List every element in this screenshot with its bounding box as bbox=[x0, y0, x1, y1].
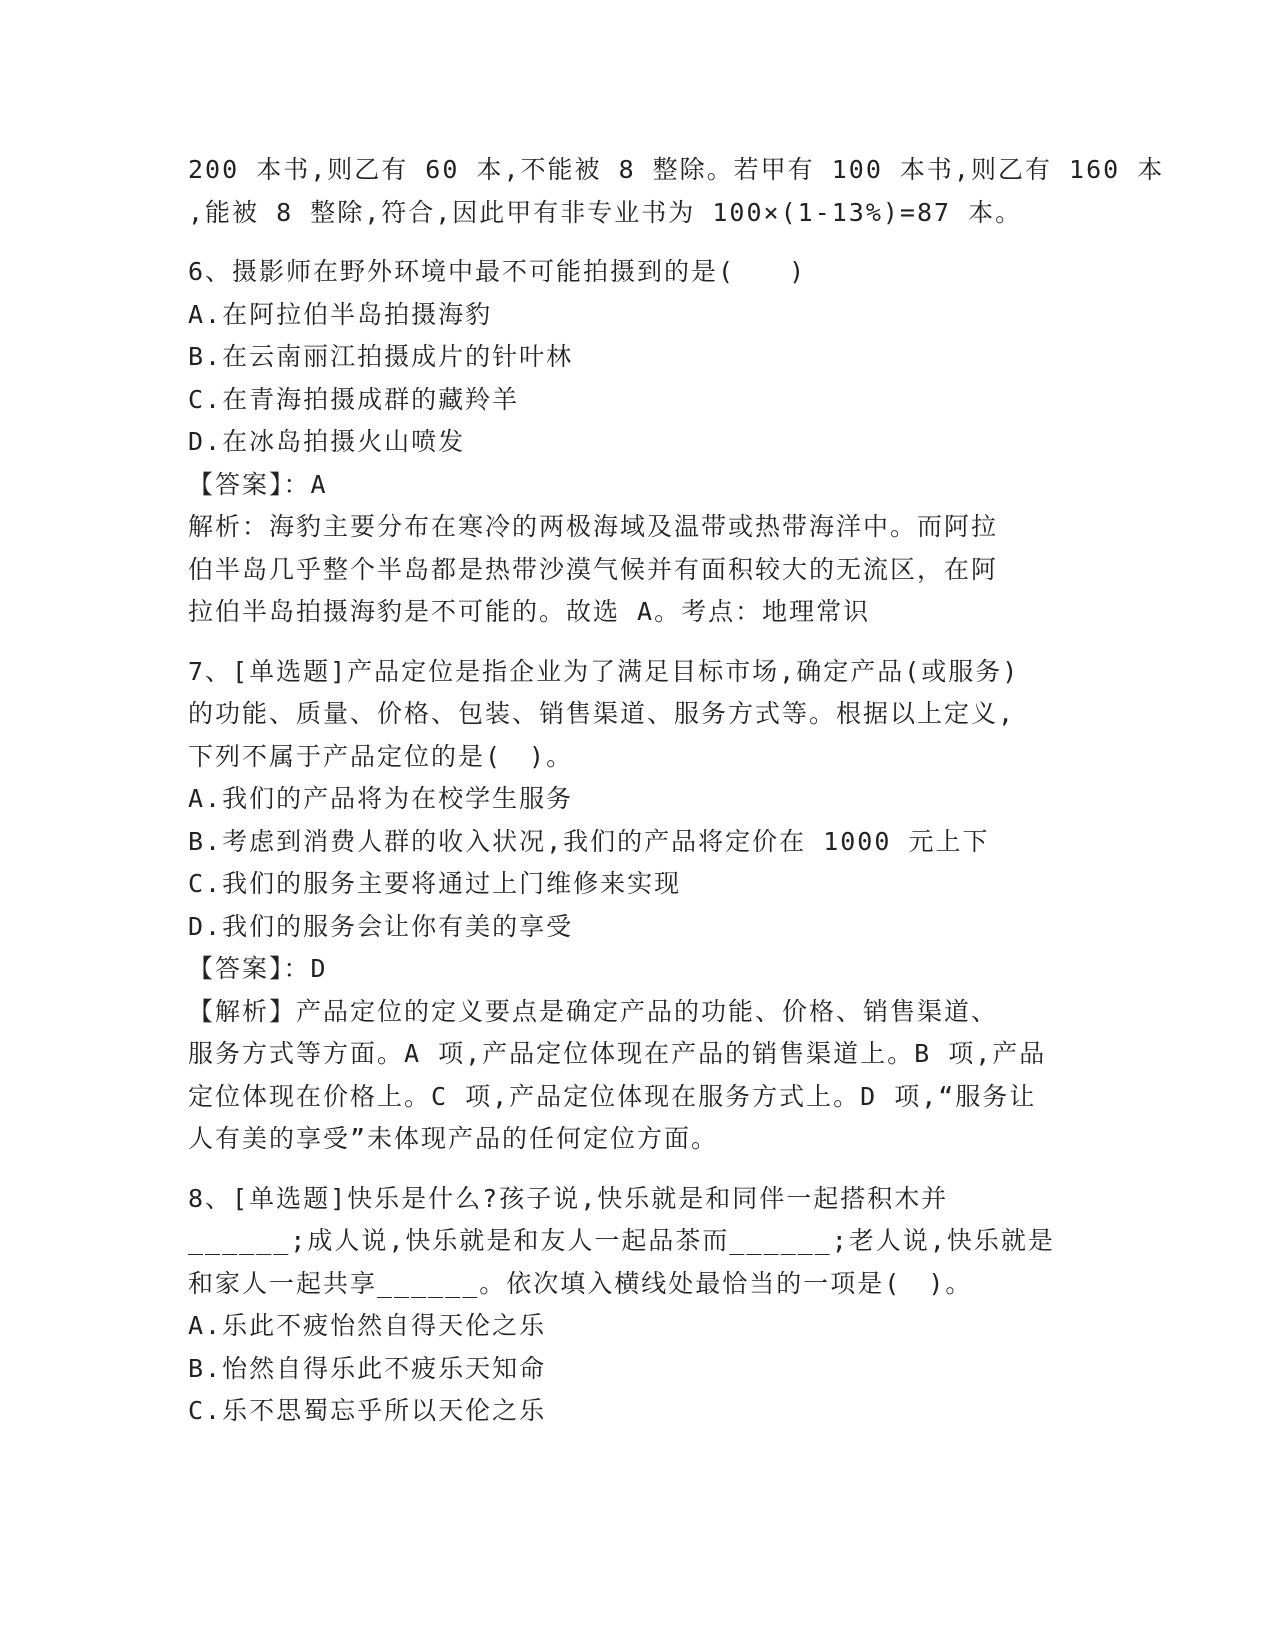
analysis-line: 拉伯半岛拍摄海豹是不可能的。故选 A。考点：地理常识 bbox=[188, 597, 871, 626]
paragraph-gap bbox=[188, 634, 1088, 651]
option-a: A.在阿拉伯半岛拍摄海豹 bbox=[188, 299, 493, 329]
option-a: A.乐此不疲怡然自得天伦之乐 bbox=[188, 1311, 547, 1340]
paragraph-gap bbox=[188, 234, 1088, 251]
answer-line: 【答案】：D bbox=[188, 954, 328, 983]
option-d: D.我们的服务会让你有美的享受 bbox=[188, 911, 574, 941]
question-text: 下列不属于产品定位的是( )。 bbox=[188, 741, 574, 771]
text-line: 200 本书,则乙有 60 本,不能被 8 整除。若甲有 100 本书,则乙有 160 本 bbox=[188, 155, 1165, 184]
option-c: C.乐不思蜀忘乎所以天伦之乐 bbox=[188, 1396, 547, 1425]
option-b: B.在云南丽江拍摄成片的针叶林 bbox=[188, 342, 574, 371]
option-a: A.我们的产品将为在校学生服务 bbox=[188, 784, 574, 813]
question-text: 6、摄影师在野外环境中最不可能拍摄到的是( ) bbox=[188, 257, 807, 286]
analysis-line: 定位体现在价格上。C 项,产品定位体现在服务方式上。D 项,“服务让 bbox=[188, 1081, 1037, 1111]
previous-analysis-continuation bbox=[188, 149, 1165, 234]
question-8 bbox=[188, 1178, 1088, 1433]
analysis-line: 伯半岛几乎整个半岛都是热带沙漠气候并有面积较大的无流区，在阿 bbox=[188, 554, 999, 584]
answer-line: 【答案】：A bbox=[188, 469, 328, 499]
text-line: ,能被 8 整除,符合,因此甲有非专业书为 100×(1-13%)=87 本。 bbox=[188, 197, 1023, 227]
question-text: 8、[单选题]快乐是什么?孩子说,快乐就是和同伴一起搭积木并 bbox=[188, 1183, 949, 1213]
option-c: C.在青海拍摄成群的藏羚羊 bbox=[188, 384, 520, 414]
question-text: 的功能、质量、价格、包装、销售渠道、服务方式等。根据以上定义, bbox=[188, 699, 1016, 728]
analysis-line: 服务方式等方面。A 项,产品定位体现在产品的销售渠道上。B 项,产品 bbox=[188, 1039, 1047, 1068]
option-c: C.我们的服务主要将通过上门维修来实现 bbox=[188, 869, 682, 898]
question-6 bbox=[188, 251, 1088, 634]
analysis-line: 【解析】产品定位的定义要点是确定产品的功能、价格、销售渠道、 bbox=[188, 996, 999, 1026]
option-b: B.怡然自得乐此不疲乐天知命 bbox=[188, 1353, 547, 1383]
question-text: 和家人一起共享______。依次填入横线处最恰当的一项是( )。 bbox=[188, 1268, 973, 1298]
question-text: ______;成人说,快乐就是和友人一起品茶而______;老人说,快乐就是 bbox=[188, 1226, 1055, 1255]
question-text: 7、[单选题]产品定位是指企业为了满足目标市场,确定产品(或服务) bbox=[188, 656, 1020, 686]
option-b: B.考虑到消费人群的收入状况,我们的产品将定价在 1000 元上下 bbox=[188, 826, 990, 856]
question-7 bbox=[188, 651, 1088, 1161]
option-d: D.在冰岛拍摄火山喷发 bbox=[188, 427, 466, 456]
document-content bbox=[188, 149, 1165, 1433]
paragraph-gap bbox=[188, 1161, 1088, 1178]
analysis-line: 人有美的享受”未体现产品的任何定位方面。 bbox=[188, 1124, 719, 1153]
analysis-line: 解析：海豹主要分布在寒冷的两极海域及温带或热带海洋中。而阿拉 bbox=[188, 512, 999, 541]
